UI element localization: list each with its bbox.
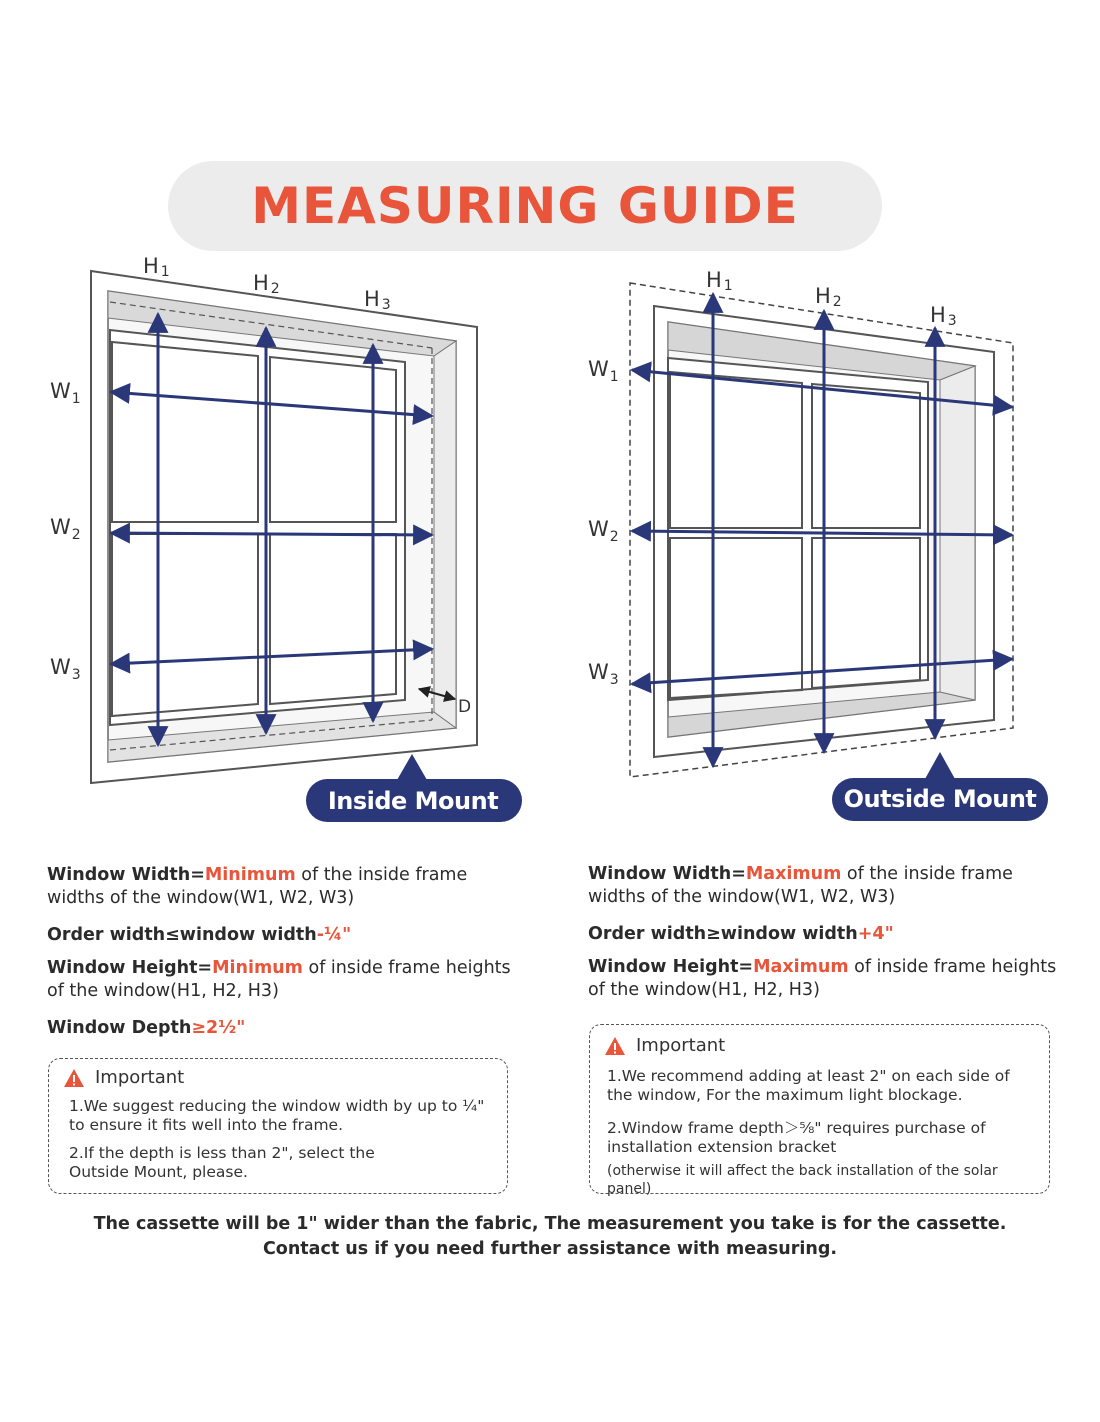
outside-mount-label: Outside Mount bbox=[843, 785, 1037, 813]
outside-important-item: 1.We recommend adding at least 2" on each side of the window, For the maximum light blockage. bbox=[607, 1067, 1010, 1104]
outside-important-item: 2.Window frame depth＞⅝" requires purchase of installation extension bracket bbox=[607, 1119, 986, 1156]
inside-order-rule: Order width≤window width-¼" bbox=[47, 925, 352, 945]
page-title: MEASURING GUIDE bbox=[251, 177, 799, 235]
inside-depth-rule: Window Depth≥2½" bbox=[47, 1018, 246, 1038]
inside-important-header: Important bbox=[63, 1067, 184, 1088]
inside-height-rule: Window Height=Minimum of inside frame heights of the window(H1, H2, H3) bbox=[47, 958, 511, 1001]
inside-w2-label: $W_2$ bbox=[50, 515, 81, 543]
outside-mount-window bbox=[588, 268, 1048, 821]
inside-w1-label: $W_1$ bbox=[50, 379, 81, 407]
outside-width-rule: Window Width=Maximum of the inside frame widths of the window(W1, W2, W3) bbox=[588, 864, 1013, 907]
inside-instructions bbox=[47, 864, 517, 1040]
outside-important-note: (otherwise it will affect the back installation of the solar panel) bbox=[607, 1163, 998, 1197]
outside-instructions bbox=[588, 863, 1058, 1002]
inside-important-item: 1.We suggest reducing the window width by up to ¼" to ensure it fits well into the frame. bbox=[69, 1097, 485, 1134]
outside-h2-label: H 2 bbox=[815, 284, 842, 310]
inside-h1-label: H 1 bbox=[143, 254, 170, 280]
outside-w2-label: $W_2$ bbox=[588, 517, 619, 545]
inside-h2-label: H 2 bbox=[253, 271, 280, 297]
inside-w3-label: $W_3$ bbox=[50, 655, 81, 683]
outside-w1-label: $W_1$ bbox=[588, 357, 619, 385]
inside-w2-arrow bbox=[111, 533, 432, 535]
footer-line-1: The cassette will be 1" wider than the fabric, The measurement you take is for the cassette. bbox=[93, 1214, 1007, 1234]
outside-badge-pointer bbox=[925, 752, 955, 779]
outside-h1-label: H 1 bbox=[706, 268, 733, 294]
warning-icon bbox=[63, 1068, 85, 1088]
inside-side-wall bbox=[434, 341, 456, 728]
inside-important-box bbox=[48, 1058, 508, 1194]
inside-important-item: 2.If the depth is less than 2", select the Outside Mount, please. bbox=[69, 1144, 375, 1181]
inside-depth-label: D bbox=[458, 697, 472, 717]
outside-important-header: Important bbox=[604, 1035, 725, 1056]
warning-icon bbox=[604, 1036, 626, 1056]
outside-w3-label: $W_3$ bbox=[588, 660, 619, 688]
inside-mount-window bbox=[50, 254, 522, 822]
outside-order-rule: Order width≥window width+4" bbox=[588, 924, 894, 944]
inside-mount-label: Inside Mount bbox=[327, 787, 499, 815]
footer-line-2: Contact us if you need further assistance with measuring. bbox=[262, 1239, 838, 1259]
inside-h3-label: H 3 bbox=[364, 287, 391, 313]
inside-width-rule: Window Width=Minimum of the inside frame widths of the window(W1, W2, W3) bbox=[47, 865, 468, 908]
outside-height-rule: Window Height=Maximum of inside frame heights of the window(H1, H2, H3) bbox=[588, 957, 1057, 1000]
outside-important-box bbox=[589, 1024, 1050, 1197]
inside-badge-pointer bbox=[397, 754, 427, 780]
outside-h3-label: H 3 bbox=[930, 303, 957, 329]
